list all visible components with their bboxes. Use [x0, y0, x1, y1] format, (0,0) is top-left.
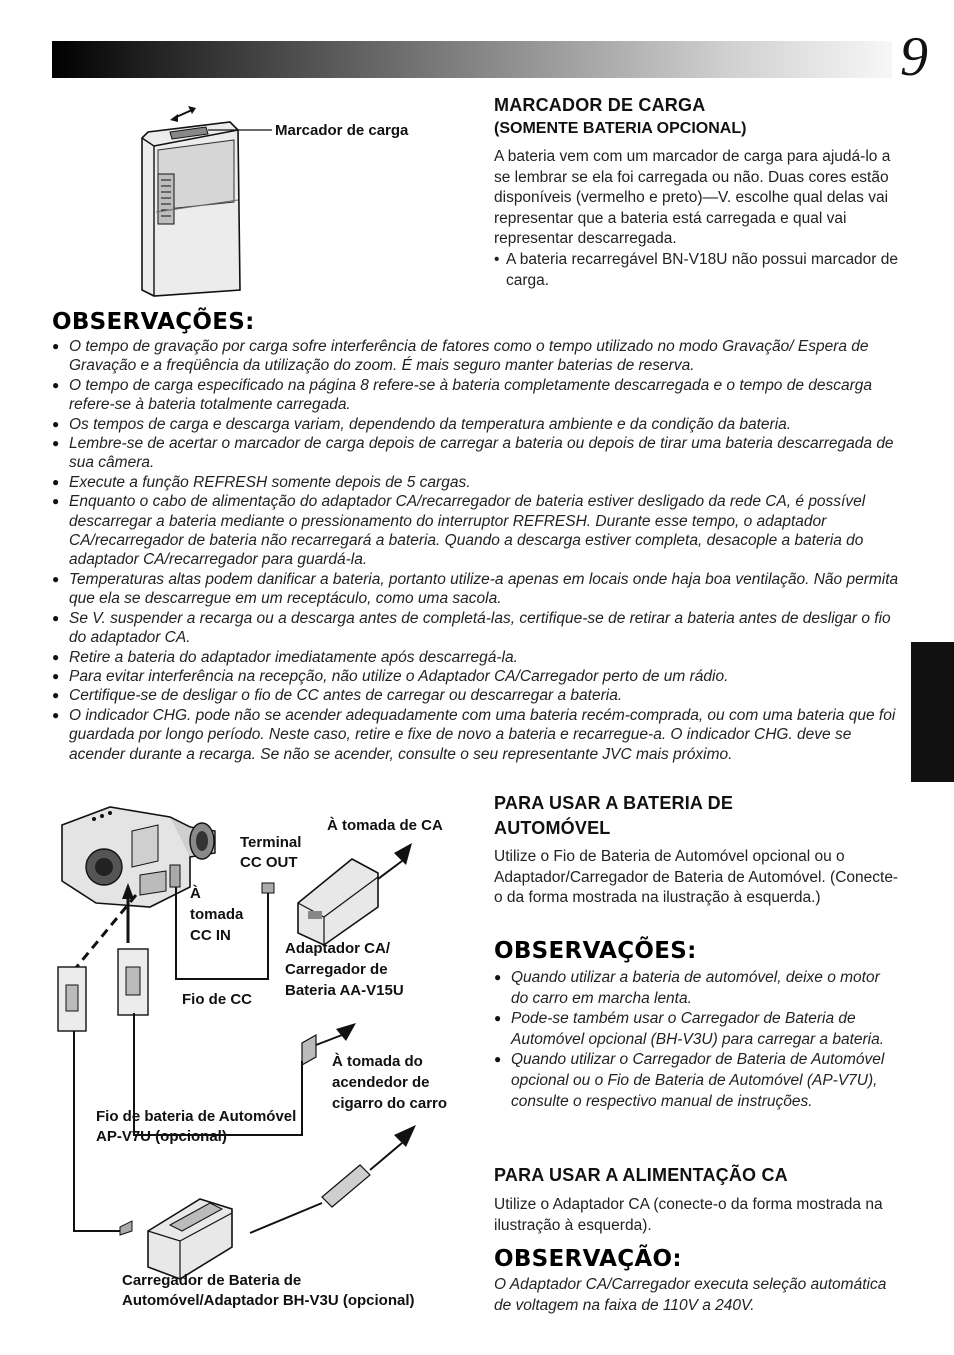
header-gradient-bar: [52, 41, 892, 78]
label-lighter-1: À tomada do: [332, 1053, 423, 1070]
label-to-cc-in-2: tomada: [190, 906, 244, 923]
label-ac-adapter-2: Carregador de: [285, 961, 388, 978]
list-item: ● Enquanto o cabo de alimentação do adaptador CA/recarregador de bateria estiver desligado da rede CA, é possível descarregar a bateria mediante o pressionamento do interruptor REFRESH. Durante esse tempo, o adaptador CA/recarregador de bateria não recarregará a bateria. Quando a descarga estiver completa, desacople a bateria do adaptador CA/recarregador para guardá-la.: [52, 492, 904, 570]
label-car-charger-1: Carregador de Bateria de: [122, 1272, 302, 1289]
list-item: ● Certifique-se de desligar o fio de CC antes de carregar ou descarregar a bateria.: [52, 686, 904, 705]
label-car-cord-1: Fio de bateria de Automóvel: [96, 1108, 297, 1125]
list-item: ● O tempo de carga especificado na página 8 refere-se à bateria completamente descarregada e o tempo de descarga refere-se à bateria totalmente carregada.: [52, 376, 904, 415]
charge-marker-bullet: • A bateria recarregável BN-V18U não possui marcador de carga.: [494, 250, 906, 291]
list-item: ● Quando utilizar o Carregador de Bateria de Automóvel opcional ou o Fio de Bateria de Automóvel (AP-V7U), consulte o respectivo manual de instruções.: [494, 1050, 899, 1112]
list-item: ● Temperaturas altas podem danificar a bateria, portanto utilize-a apenas em locais onde haja boa ventilação. Não permita que ela se descarregue em um receptáculo, como uma sacola.: [52, 570, 904, 609]
ac-power-body: Utilize o Adaptador CA (conecte-o da forma mostrada na ilustração à esquerda).: [494, 1196, 883, 1234]
label-terminal-cc-out-2: CC OUT: [240, 854, 298, 871]
charge-marker-heading: MARCADOR DE CARGA: [494, 95, 706, 115]
ac-adapter-drawing: [298, 859, 378, 945]
charge-marker-body: A bateria vem com um marcador de carga para ajudá-lo a se lembrar se ela foi carregada ou não. Duas cores estão disponíveis (vermelho e preto)—V. escolhe qual delas vai representar que a bateria está carregada e qual vai representar descarregada.: [494, 148, 891, 247]
label-to-cc-in-3: CC IN: [190, 927, 231, 944]
list-item: ● O tempo de gravação por carga sofre interferência de fatores como o tempo utilizado no modo Gravação/ Espera de Gravação e a freqüência da utilização do zoom. É mais seguro manter baterias de reserva.: [52, 337, 904, 376]
list-item: ● Execute a função REFRESH somente depois de 5 cargas.: [52, 473, 904, 492]
list-item: ● Retire a bateria do adaptador imediatamente após descarregá-la.: [52, 648, 904, 667]
car-battery-heading-1: PARA USAR A BATERIA DE: [494, 793, 734, 813]
charge-marker-subheading: (SOMENTE BATERIA OPCIONAL): [494, 120, 747, 137]
list-item: ● Pode-se também usar o Carregador de Bateria de Automóvel opcional (BH-V3U) para carregar a bateria.: [494, 1009, 899, 1050]
battery-illustration: [130, 100, 280, 300]
ac-observation-body: O Adaptador CA/Carregador executa seleção automática de voltagem na faixa de 110V a 240V.: [494, 1276, 887, 1314]
label-lighter-3: cigarro do carro: [332, 1095, 448, 1112]
label-lighter-2: acendedor de: [332, 1074, 430, 1091]
battery-cartridge-right: [118, 949, 148, 1015]
car-observations-list: [494, 968, 899, 1112]
label-ac-adapter-1: Adaptador CA/: [285, 940, 390, 957]
label-car-cord-2: AP-V7U (opcional): [96, 1128, 227, 1145]
page-number: 9: [900, 26, 928, 88]
ac-observation-heading: OBSERVAÇÃO:: [494, 1246, 682, 1272]
label-dc-cord: Fio de CC: [182, 991, 252, 1008]
side-section-tab: [911, 642, 954, 782]
list-item: ● Os tempos de carga e descarga variam, dependendo da temperatura ambiente e da condição da bateria.: [52, 415, 904, 434]
charge-marker-label: Marcador de carga: [275, 122, 409, 139]
car-observations-heading: OBSERVAÇÕES:: [494, 938, 697, 964]
car-battery-heading-2: AUTOMÓVEL: [494, 818, 611, 838]
label-to-ac-outlet: À tomada de CA: [327, 817, 443, 834]
list-item: ● O indicador CHG. pode não se acender adequadamente com uma bateria recém-comprada, ou com uma bateria que foi guardada por longo período. Neste caso, retire e fixe de novo a bateria e recarregue-a. O indicador CHG. deve se acender durante a recarga. Se não se acender, consulte o seu representante JVC mais próximo.: [52, 706, 904, 764]
list-item: ● Se V. suspender a recarga ou a descarga antes de completá-las, certifique-se de retirar a bateria antes de desligar o fio do adaptador CA.: [52, 609, 904, 648]
label-to-cc-in-1: À: [190, 885, 201, 902]
label-car-charger-2: Automóvel/Adaptador BH-V3U (opcional): [122, 1292, 415, 1309]
label-ac-adapter-3: Bateria AA-V15U: [285, 982, 404, 999]
observations-heading: OBSERVAÇÕES:: [52, 309, 255, 335]
label-terminal-cc-out-1: Terminal: [240, 834, 302, 851]
car-charger-drawing: [148, 1199, 232, 1279]
observations-list: [52, 337, 904, 764]
list-item: ● Quando utilizar a bateria de automóvel, deixe o motor do carro em marcha lenta.: [494, 968, 899, 1009]
list-item: ● Para evitar interferência na recepção, não utilize o Adaptador CA/Carregador perto de um rádio.: [52, 667, 904, 686]
car-battery-body: Utilize o Fio de Bateria de Automóvel opcional ou o Adaptador/Carregador de Bateria de Automóvel. (Conecte-o da forma mostrada na ilustração à esquerda.): [494, 848, 899, 906]
list-item: ● Lembre-se de acertar o marcador de carga depois de carregar a bateria ou depois de tirar uma bateria descarregada de sua câmera.: [52, 434, 904, 473]
battery-cartridge-left: [58, 967, 86, 1031]
ac-power-heading: PARA USAR A ALIMENTAÇÃO CA: [494, 1165, 788, 1185]
